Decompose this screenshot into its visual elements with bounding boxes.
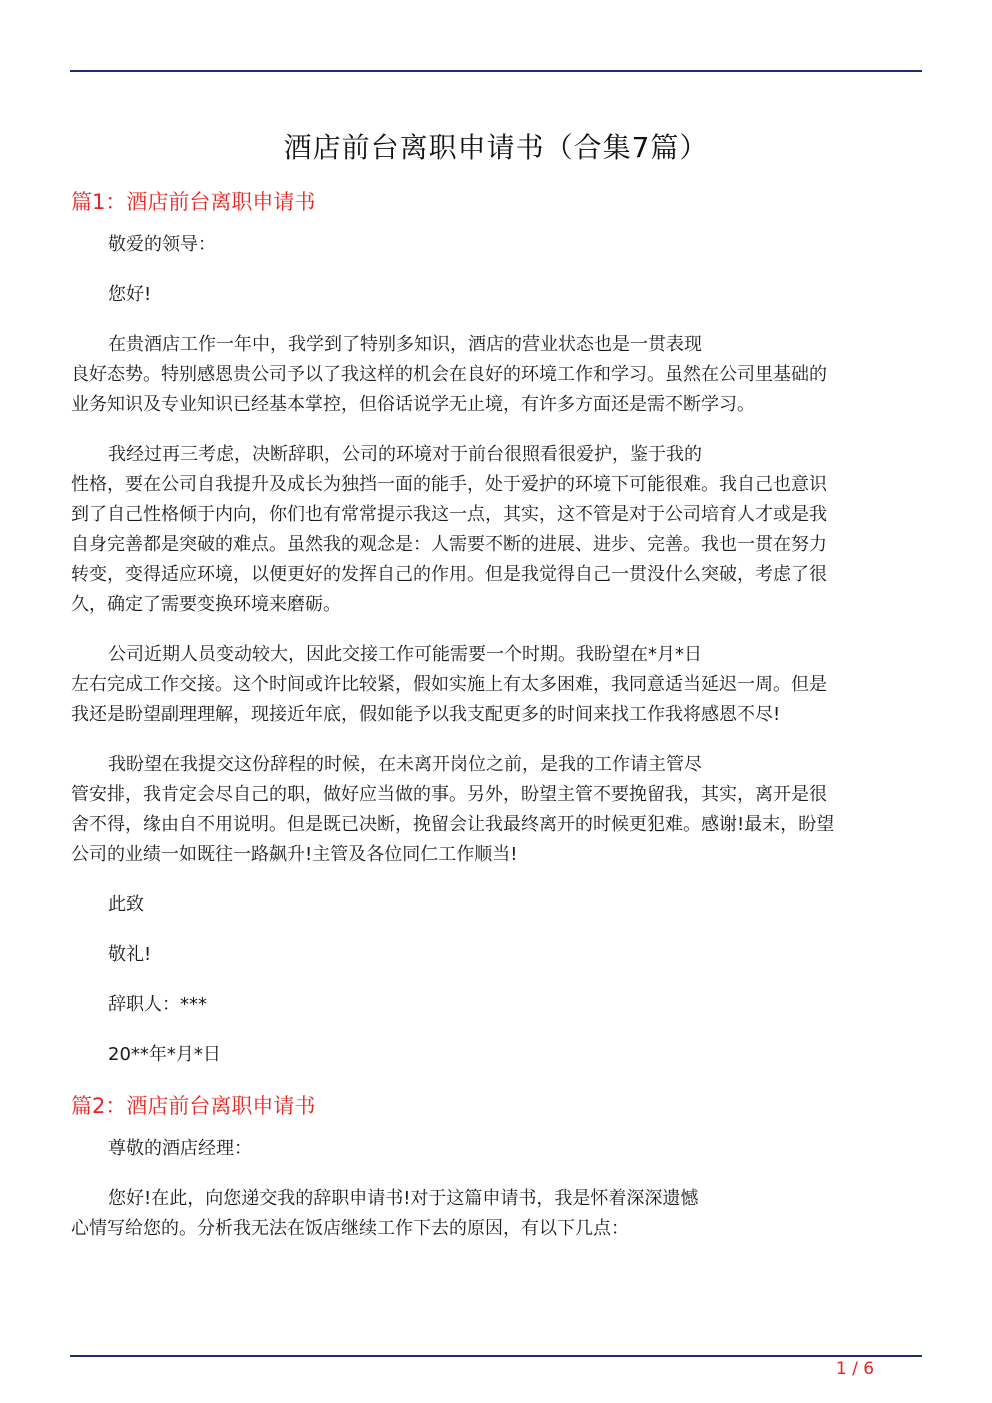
footer-rule [70,1355,922,1357]
paragraph-line: 尊敬的酒店经理： [108,1138,252,1159]
paragraph-line: 20**年*月*日 [108,1044,221,1065]
paragraph-line: 在贵酒店工作一年中，我学到了特别多知识，酒店的营业状态也是一贯表现 [108,334,702,355]
paragraph-line: 舍不得，缘由自不用说明。但是既已决断，挽留会让我最终离开的时候更犯难。感谢!最末，盼望 [71,814,835,835]
paragraph-line: 您好! [108,284,152,305]
document-title: 酒店前台离职申请书（合集7篇） [283,131,709,164]
paragraph-line: 管安排，我肯定会尽自己的职，做好应当做的事。另外，盼望主管不要挽留我，其实，离开是很 [71,784,827,805]
paragraph-line: 心情写给您的。分析我无法在饭店继续工作下去的原因，有以下几点： [71,1218,629,1239]
paragraph-line: 公司的业绩一如既往一路飙升!主管及各位同仁工作顺当! [71,844,518,865]
paragraph-line: 自身完善都是突破的难点。虽然我的观念是：人需要不断的进展、进步、完善。我也一贯在努力 [71,534,827,555]
paragraph [71,230,921,260]
section-heading: 篇2：酒店前台离职申请书 [71,1094,316,1118]
paragraph-line: 您好!在此，向您递交我的辞职申请书!对于这篇申请书，我是怀着深深遗憾 [108,1188,699,1209]
paragraph [71,940,921,970]
paragraph-line: 转变，变得适应环境，以便更好的发挥自己的作用。但是我觉得自己一贯没什么突破，考虑了很 [71,564,827,585]
paragraph-line: 左右完成工作交接。这个时间或许比较紧，假如实施上有太多困难，我同意适当延迟一周。但是 [71,674,827,695]
paragraph [71,1134,921,1164]
paragraph-line: 我经过再三考虑，决断辞职，公司的环境对于前台很照看很爱护，鉴于我的 [108,444,702,465]
paragraph [71,890,921,920]
paragraph [71,330,921,420]
paragraph-line: 我盼望在我提交这份辞程的时候，在未离开岗位之前，是我的工作请主管尽 [108,754,702,775]
paragraph-line: 公司近期人员变动较大，因此交接工作可能需要一个时期。我盼望在*月*日 [108,644,702,665]
section-heading: 篇1：酒店前台离职申请书 [71,190,316,214]
paragraph-line: 我还是盼望副理理解，现接近年底，假如能予以我支配更多的时间来找工作我将感恩不尽! [71,704,781,725]
paragraph [71,640,921,730]
paragraph-line: 久，确定了需要变换环境来磨砺。 [71,594,341,615]
paragraph-line: 业务知识及专业知识已经基本掌控，但俗话说学无止境，有许多方面还是需不断学习。 [71,394,755,415]
paragraph [71,1184,921,1244]
paragraph [71,1040,921,1070]
paragraph [71,280,921,310]
paragraph [71,750,921,870]
paragraph-line: 辞职人：*** [108,994,207,1015]
paragraph-line: 到了自己性格倾于内向，你们也有常常提示我这一点，其实，这不管是对于公司培育人才或是我 [71,504,827,525]
header-rule [70,70,922,72]
paragraph [71,990,921,1020]
paragraph-line: 性格，要在公司自我提升及成长为独挡一面的能手，处于爱护的环境下可能很难。我自己也意识 [71,474,827,495]
paragraph-line: 良好态势。特别感恩贵公司予以了我这样的机会在良好的环境工作和学习。虽然在公司里基础的 [71,364,827,385]
paragraph-line: 敬爱的领导： [108,234,216,255]
paragraph-line: 敬礼! [108,944,152,965]
paragraph-line: 此致 [108,894,144,915]
document-body [71,186,921,1264]
paragraph [71,440,921,620]
page-number: 1 / 6 [835,1359,875,1379]
